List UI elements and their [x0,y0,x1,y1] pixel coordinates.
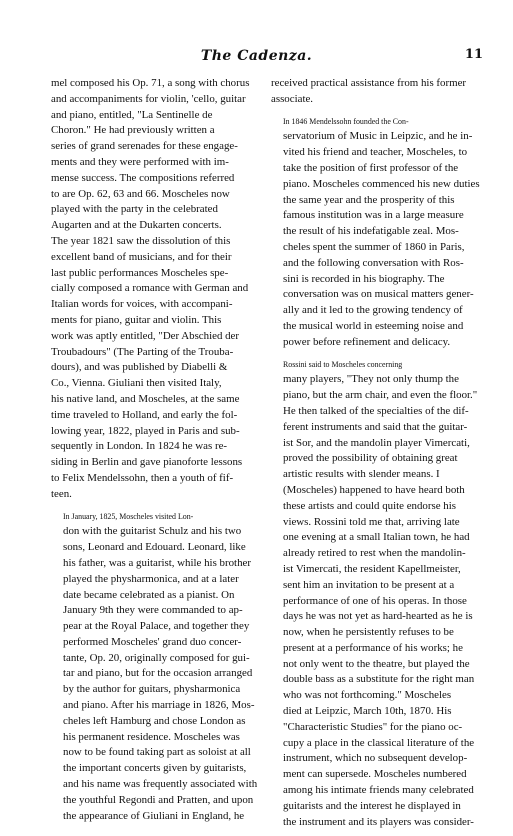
paragraph [271,357,483,831]
page-number: 11 [464,47,483,62]
text-line: mense success. The compositions referred [51,171,235,184]
text-line: the youthful Regondi and Pratten, and upon [63,793,254,806]
paragraph [271,114,483,351]
paragraph [51,76,263,503]
text-line: who was not forthcoming." Moscheles [283,689,452,702]
text-line: Co., Vienna. Giuliani then visited Italy, [51,377,222,390]
text-line: received practical assistance from his former [271,77,467,89]
text-line: don with the guitarist Schulz and his two [63,525,242,538]
text-line: the musical world in esteeming noise and [283,319,464,332]
text-line: and the following conversation with Ros- [283,256,464,269]
text-line: views. Rossini told me that, arriving late [283,515,460,528]
text-line: sons, Leonard and Edouard. Leonard, like [63,541,246,554]
text-line: performance of one of his operas. In those [283,594,467,607]
text-line: vited his friend and teacher, Moscheles, to [283,146,468,159]
text-line: cupy a place in the classical literature of the [283,736,475,749]
text-line: the instrument and its players was consider- [283,815,474,828]
text-line: sent him an invitation to be present at a [283,578,455,591]
text-line: played the physharmonica, and at a later [63,572,239,585]
text-line: take the position of first professor of the [283,161,459,174]
text-line: the important concerts given by guitarists, [63,762,247,775]
text-line: double bass as a substitute for the right man [283,673,475,686]
text-line: to Felix Mendelssohn, then a youth of fif- [51,471,234,484]
text-line: cheles spent the summer of 1860 in Paris, [283,240,465,253]
text-line: sequently in London. In 1824 he was re- [51,440,228,453]
text-line: cheles left Hamburg and chose London as [63,714,246,727]
text-line: dours), and was published by Diabelli & [51,361,228,374]
text-line: series of grand serenades for these engage- [51,140,238,153]
text-line: conversation was on musical matters gener- [283,288,474,301]
text-line: by the author for guitars, physharmonica [63,683,241,696]
text-line: Troubadours" (The Parting of the Trouba- [51,345,234,358]
text-line: now to be found taking part as soloist at all [63,746,251,759]
text-line: and his name was frequently associated with [63,778,258,791]
text-line: ments and they were performed with im- [51,155,229,168]
text-line: ferent instruments and said that the guitar- [283,420,468,433]
text-line: piano, but the arm chair, and even the floor." [283,389,478,402]
paragraph [271,76,483,108]
text-line: cially composed a romance with German and [51,282,249,295]
text-line: the appearance of Giuliani in England, he [63,809,245,822]
text-line: In 1846 Mendelssohn founded the Con- [283,116,409,126]
text-line: Italian words for voices, with accompani- [51,298,233,311]
text-line: lowing year, 1822, played in Paris and sub- [51,424,240,437]
text-line: proved the possibility of obtaining great [283,452,458,465]
text-line: "Characteristic Studies" for the piano oc- [283,720,463,733]
text-line: and piano, entitled, "La Sentinelle de [51,108,213,121]
right-column [271,76,483,836]
text-line: guitarists and the interest he displayed in [283,799,461,812]
text-line: the result of his indefatigable zeal. Mos- [283,225,459,238]
text-line: work was aptly entitled, "Der Abschied der [51,329,240,342]
text-line: now, when he persistently refuses to be [283,626,454,639]
text-line: present at a performance of his works; he [283,641,463,654]
text-line: performed Moscheles' grand duo concer- [63,635,242,648]
text-line: The year 1821 saw the dissolution of this [51,234,231,247]
text-line: (Moscheles) happened to have heard both [283,483,465,496]
paragraph [51,509,263,825]
text-line: tante, Op. 20, originally composed for gui- [63,651,250,664]
text-line: one evening at a small Italian town, he had [283,531,470,544]
text-line: artistic results with slender means. I [283,468,440,481]
text-line: already retired to rest when the mandolin- [283,547,466,560]
text-line: his permanent residence. Moscheles was [63,730,240,743]
text-line: to are Op. 62, 63 and 66. Moscheles now [51,187,230,200]
text-line: Choron." He had previously written a [51,124,215,137]
text-line: In January, 1825, Moscheles visited Lon- [63,511,194,521]
text-line: January 9th they were commanded to ap- [63,604,243,617]
text-line: pear at the Royal Palace, and together they [63,620,250,633]
text-line: died at Leipzic, March 10th, 1870. His [283,705,452,718]
text-line: and piano. After his marriage in 1826, Mos- [63,699,255,712]
text-line: Rossini said to Moscheles concerning [283,359,403,369]
text-line: siding in Berlin and gave pianoforte lessons [51,456,243,469]
text-line: ment can supersede. Moscheles numbered [283,768,467,781]
text-line: He then talked of the specialties of the dif- [283,404,469,417]
text-line: his native land, and Moscheles, at the same [51,392,240,405]
text-line: many players, "They not only thump the [283,373,459,386]
text-line: associate. [271,92,314,105]
text-line: piano. Moscheles commenced his new duties [283,177,480,190]
text-line: Augarten and at the Dukarten concerts. [51,219,222,232]
text-line: played with the party in the celebrated [51,203,218,216]
text-line: among his intimate friends many celebrated [283,784,474,797]
text-line: ments for piano, guitar and violin. This [51,313,222,326]
text-line: ally and it led to the growing tendency of [283,304,463,317]
text-line: the same year and the prosperity of this [283,193,455,206]
text-line: tar and piano, but for the occasion arranged [63,667,253,680]
page-header [0,44,513,66]
journal-title: The Cadenza. [200,48,313,64]
text-line: mel composed his Op. 71, a song with chorus [51,77,250,89]
text-line: power before refinement and delicacy. [283,335,451,348]
text-line: ist Sor, and the mandolin player Vimercati, [283,436,470,449]
text-line: not only went to the theatre, but played the [283,657,470,670]
text-line: days he was not yet as hard-hearted as he is [283,610,473,623]
text-line: time traveled to Holland, and early the fol- [51,408,238,421]
text-line: teen. [51,487,72,500]
text-line: these artists and could quite endorse his [283,499,457,512]
text-line: ist Vimercati, the resident Kapellmeister, [283,562,461,575]
text-line: servatorium of Music in Leipzic, and he in- [283,130,473,143]
text-line: sini is recorded in his biography. The [283,272,445,285]
left-column [51,76,263,830]
text-line: instrument, which no subsequent develop- [283,752,468,765]
text-line: last public performances Moscheles spe- [51,266,229,279]
text-line: his father, was a guitarist, while his brother [63,556,251,569]
text-line: date became celebrated as a pianist. On [63,588,235,601]
text-line: and accompaniments for violin, 'cello, guitar [51,92,246,105]
text-line: excellent band of musicians, and for their [51,250,232,263]
text-line: famous institution was in a large measure [283,209,464,222]
